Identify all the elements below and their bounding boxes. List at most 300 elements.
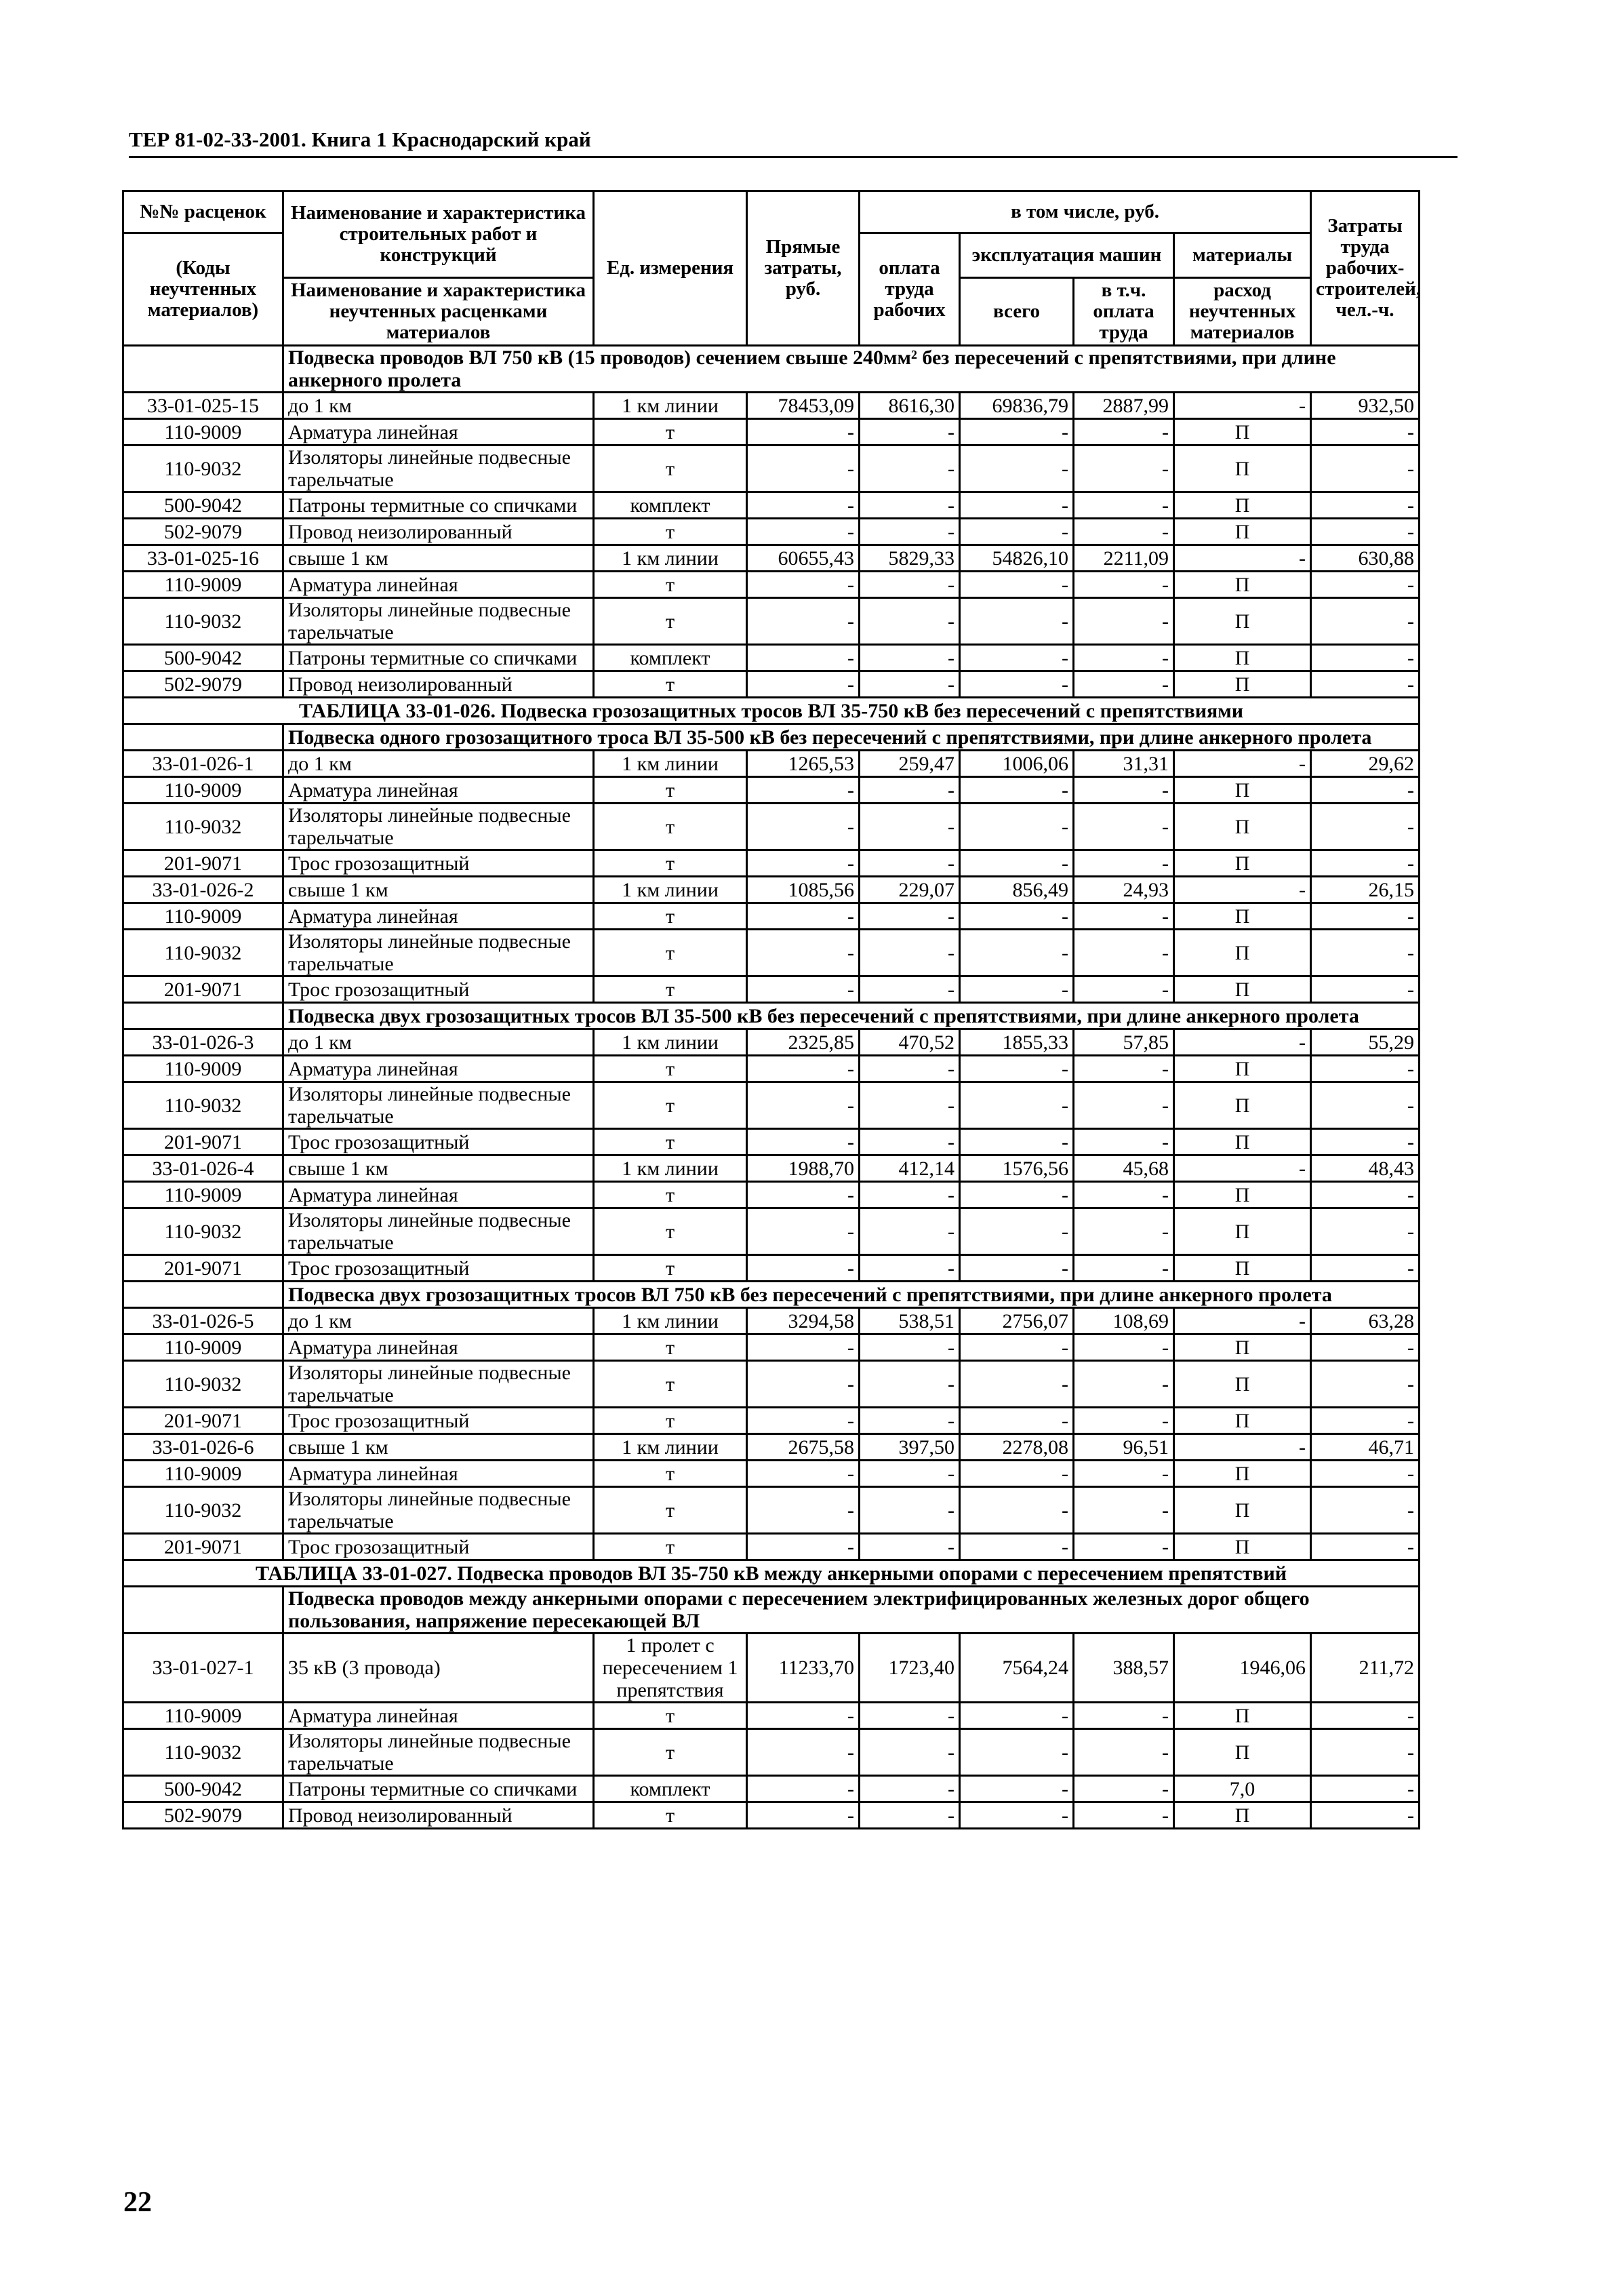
- material-row: [123, 804, 1420, 850]
- rate-row: [123, 545, 1420, 572]
- col-name-sub-header: Наименование и характеристика неучтенных расценками материалов: [283, 278, 594, 346]
- rate-row: [123, 1029, 1420, 1056]
- unit-cell: 1 км линии: [594, 1308, 747, 1334]
- machine-cost-dash: -: [960, 645, 1074, 671]
- unit-cell: т: [594, 446, 747, 492]
- machine-wage-cost-dash: -: [1074, 645, 1174, 671]
- labor-cost-dash: -: [1311, 804, 1420, 850]
- section-row: [123, 1587, 1420, 1634]
- unit-cell: т: [594, 1461, 747, 1487]
- rate-code: 33-01-026-5: [123, 1308, 283, 1334]
- material-consumption: П: [1174, 1361, 1311, 1408]
- machine-wage-cost-dash: -: [1074, 1361, 1174, 1408]
- machine-wage-cost-dash: -: [1074, 1461, 1174, 1487]
- material-code: 110-9032: [123, 446, 283, 492]
- material-consumption: П: [1174, 930, 1311, 976]
- table-title: ТАБЛИЦА 33-01-026. Подвеска грозозащитных тросов ВЛ 35-750 кВ без пересечений с препятствиями: [123, 698, 1420, 724]
- machine-cost-dash: -: [960, 976, 1074, 1003]
- wage-cost: 538,51: [860, 1308, 960, 1334]
- wage-cost-dash: -: [860, 492, 960, 519]
- material-code: 201-9071: [123, 850, 283, 877]
- col-mat-header: материалы: [1174, 233, 1311, 278]
- wage-cost-dash: -: [860, 804, 960, 850]
- wage-cost: 259,47: [860, 751, 960, 777]
- rate-code: 33-01-026-3: [123, 1029, 283, 1056]
- rate-row: [123, 877, 1420, 903]
- wage-cost-dash: -: [860, 930, 960, 976]
- material-row: [123, 976, 1420, 1003]
- material-consumption: П: [1174, 492, 1311, 519]
- material-code: 500-9042: [123, 492, 283, 519]
- material-name: Изоляторы линейные подвесные тарельчатые: [283, 930, 594, 976]
- wage-cost-dash: -: [860, 572, 960, 598]
- material-consumption: П: [1174, 1056, 1311, 1082]
- machine-cost: 1855,33: [960, 1029, 1074, 1056]
- direct-cost: 78453,09: [747, 393, 860, 419]
- material-code: 110-9032: [123, 804, 283, 850]
- machine-cost: 856,49: [960, 877, 1074, 903]
- machine-cost-dash: -: [960, 1082, 1074, 1129]
- labor-cost-dash: -: [1311, 930, 1420, 976]
- labor-cost: 29,62: [1311, 751, 1420, 777]
- material-consumption: П: [1174, 1208, 1311, 1255]
- machine-cost-dash: -: [960, 850, 1074, 877]
- direct-cost-dash: -: [747, 671, 860, 698]
- material-row: [123, 1129, 1420, 1155]
- machine-wage-cost-dash: -: [1074, 1703, 1174, 1729]
- direct-cost-dash: -: [747, 804, 860, 850]
- machine-cost-dash: -: [960, 1729, 1074, 1776]
- wage-cost-dash: -: [860, 1361, 960, 1408]
- material-name: Трос грозозащитный: [283, 1408, 594, 1434]
- col-incl-header: в том числе, руб.: [860, 191, 1311, 233]
- labor-cost-dash: -: [1311, 519, 1420, 545]
- unit-cell: т: [594, 1703, 747, 1729]
- material-name: Арматура линейная: [283, 572, 594, 598]
- rate-row: [123, 393, 1420, 419]
- machine-wage-cost-dash: -: [1074, 1802, 1174, 1829]
- material-name: Арматура линейная: [283, 1182, 594, 1208]
- machine-wage-cost-dash: -: [1074, 1729, 1174, 1776]
- labor-cost-dash: -: [1311, 1208, 1420, 1255]
- labor-cost-dash: -: [1311, 1182, 1420, 1208]
- direct-cost-dash: -: [747, 777, 860, 804]
- unit-cell: т: [594, 419, 747, 446]
- direct-cost: 1988,70: [747, 1155, 860, 1182]
- machine-wage-cost: 45,68: [1074, 1155, 1174, 1182]
- machine-wage-cost-dash: -: [1074, 1082, 1174, 1129]
- direct-cost-dash: -: [747, 1255, 860, 1282]
- direct-cost-dash: -: [747, 419, 860, 446]
- wage-cost-dash: -: [860, 1729, 960, 1776]
- material-code: 110-9032: [123, 1487, 283, 1534]
- material-consumption: П: [1174, 1461, 1311, 1487]
- machine-cost-dash: -: [960, 1361, 1074, 1408]
- wage-cost-dash: -: [860, 1802, 960, 1829]
- material-code: 502-9079: [123, 671, 283, 698]
- labor-cost-dash: -: [1311, 1129, 1420, 1155]
- material-name: Провод неизолированный: [283, 671, 594, 698]
- wage-cost-dash: -: [860, 777, 960, 804]
- labor-cost: 26,15: [1311, 877, 1420, 903]
- machine-wage-cost-dash: -: [1074, 850, 1174, 877]
- material-consumption: П: [1174, 1082, 1311, 1129]
- material-name: Изоляторы линейные подвесные тарельчатые: [283, 446, 594, 492]
- material-cost: -: [1174, 545, 1311, 572]
- wage-cost-dash: -: [860, 1487, 960, 1534]
- direct-cost-dash: -: [747, 976, 860, 1003]
- material-consumption: П: [1174, 671, 1311, 698]
- wage-cost-dash: -: [860, 419, 960, 446]
- direct-cost: 1265,53: [747, 751, 860, 777]
- machine-cost: 69836,79: [960, 393, 1074, 419]
- material-code: 110-9009: [123, 1182, 283, 1208]
- empty-cell: [123, 1587, 283, 1634]
- wage-cost-dash: -: [860, 645, 960, 671]
- direct-cost-dash: -: [747, 1208, 860, 1255]
- unit-cell: комплект: [594, 492, 747, 519]
- machine-wage-cost: 2887,99: [1074, 393, 1174, 419]
- material-code: 110-9009: [123, 1334, 283, 1361]
- col-mach-total-header: всего: [960, 278, 1074, 346]
- material-code: 110-9032: [123, 598, 283, 645]
- material-row: [123, 492, 1420, 519]
- unit-cell: т: [594, 1802, 747, 1829]
- material-name: Арматура линейная: [283, 1461, 594, 1487]
- material-consumption: П: [1174, 645, 1311, 671]
- labor-cost-dash: -: [1311, 598, 1420, 645]
- work-name: свыше 1 км: [283, 1434, 594, 1461]
- material-consumption: П: [1174, 1802, 1311, 1829]
- direct-cost-dash: -: [747, 1056, 860, 1082]
- material-row: [123, 930, 1420, 976]
- wage-cost-dash: -: [860, 1208, 960, 1255]
- wage-cost-dash: -: [860, 1182, 960, 1208]
- material-consumption: П: [1174, 804, 1311, 850]
- machine-wage-cost-dash: -: [1074, 598, 1174, 645]
- direct-cost-dash: -: [747, 598, 860, 645]
- unit-cell: т: [594, 598, 747, 645]
- material-consumption: П: [1174, 777, 1311, 804]
- unit-cell: комплект: [594, 645, 747, 671]
- section-row: [123, 724, 1420, 751]
- machine-wage-cost-dash: -: [1074, 1208, 1174, 1255]
- wage-cost-dash: -: [860, 598, 960, 645]
- wage-cost-dash: -: [860, 1129, 960, 1155]
- material-name: Изоляторы линейные подвесные тарельчатые: [283, 1208, 594, 1255]
- labor-cost: 46,71: [1311, 1434, 1420, 1461]
- material-name: Изоляторы линейные подвесные тарельчатые: [283, 1361, 594, 1408]
- material-name: Трос грозозащитный: [283, 850, 594, 877]
- section-title: Подвеска одного грозозащитного троса ВЛ 35-500 кВ без пересечений с препятствиями, при длине анкерного пролета: [283, 724, 1420, 751]
- material-name: Арматура линейная: [283, 419, 594, 446]
- machine-cost-dash: -: [960, 419, 1074, 446]
- unit-cell: т: [594, 777, 747, 804]
- labor-cost-dash: -: [1311, 572, 1420, 598]
- material-row: [123, 1703, 1420, 1729]
- unit-cell: т: [594, 1082, 747, 1129]
- labor-cost-dash: -: [1311, 1334, 1420, 1361]
- material-consumption: П: [1174, 519, 1311, 545]
- work-name: свыше 1 км: [283, 877, 594, 903]
- material-code: 110-9032: [123, 1729, 283, 1776]
- labor-cost: 55,29: [1311, 1029, 1420, 1056]
- material-consumption: 7,0: [1174, 1776, 1311, 1802]
- wage-cost: 8616,30: [860, 393, 960, 419]
- rate-row: [123, 1155, 1420, 1182]
- section-row: [123, 346, 1420, 393]
- material-code: 502-9079: [123, 519, 283, 545]
- labor-cost: 211,72: [1311, 1634, 1420, 1703]
- wage-cost-dash: -: [860, 446, 960, 492]
- labor-cost: 932,50: [1311, 393, 1420, 419]
- col-unit-header: Ед. измерения: [594, 191, 747, 346]
- material-consumption: П: [1174, 1129, 1311, 1155]
- direct-cost: 60655,43: [747, 545, 860, 572]
- wage-cost-dash: -: [860, 1255, 960, 1282]
- labor-cost-dash: -: [1311, 419, 1420, 446]
- material-row: [123, 1776, 1420, 1802]
- rate-code: 33-01-026-2: [123, 877, 283, 903]
- machine-cost-dash: -: [960, 930, 1074, 976]
- material-code: 110-9009: [123, 1056, 283, 1082]
- unit-cell: т: [594, 1334, 747, 1361]
- wage-cost-dash: -: [860, 1776, 960, 1802]
- material-name: Изоляторы линейные подвесные тарельчатые: [283, 1082, 594, 1129]
- material-code: 110-9032: [123, 1208, 283, 1255]
- material-name: Патроны термитные со спичками: [283, 492, 594, 519]
- rate-code: 33-01-026-4: [123, 1155, 283, 1182]
- direct-cost-dash: -: [747, 1082, 860, 1129]
- machine-wage-cost: 2211,09: [1074, 545, 1174, 572]
- direct-cost-dash: -: [747, 1408, 860, 1434]
- unit-cell: т: [594, 1361, 747, 1408]
- machine-cost-dash: -: [960, 1182, 1074, 1208]
- unit-cell: т: [594, 1729, 747, 1776]
- unit-cell: т: [594, 1129, 747, 1155]
- material-code: 500-9042: [123, 645, 283, 671]
- wage-cost-dash: -: [860, 1534, 960, 1560]
- direct-cost-dash: -: [747, 1361, 860, 1408]
- rate-code: 33-01-025-16: [123, 545, 283, 572]
- wage-cost: 1723,40: [860, 1634, 960, 1703]
- machine-cost: 2278,08: [960, 1434, 1074, 1461]
- material-code: 110-9032: [123, 930, 283, 976]
- material-consumption: П: [1174, 850, 1311, 877]
- material-name: Провод неизолированный: [283, 1802, 594, 1829]
- labor-cost-dash: -: [1311, 976, 1420, 1003]
- labor-cost-dash: -: [1311, 903, 1420, 930]
- direct-cost-dash: -: [747, 645, 860, 671]
- labor-cost-dash: -: [1311, 1461, 1420, 1487]
- machine-cost-dash: -: [960, 598, 1074, 645]
- material-row: [123, 519, 1420, 545]
- machine-wage-cost-dash: -: [1074, 976, 1174, 1003]
- work-name: до 1 км: [283, 1308, 594, 1334]
- unit-cell: т: [594, 1208, 747, 1255]
- wage-cost: 397,50: [860, 1434, 960, 1461]
- material-name: Трос грозозащитный: [283, 976, 594, 1003]
- labor-cost-dash: -: [1311, 777, 1420, 804]
- material-name: Арматура линейная: [283, 1703, 594, 1729]
- material-consumption: П: [1174, 1487, 1311, 1534]
- machine-wage-cost-dash: -: [1074, 804, 1174, 850]
- table-title: ТАБЛИЦА 33-01-027. Подвеска проводов ВЛ 35-750 кВ между анкерными опорами с пересечением препятствий: [123, 1560, 1420, 1587]
- labor-cost-dash: -: [1311, 1703, 1420, 1729]
- material-consumption: П: [1174, 598, 1311, 645]
- material-consumption: П: [1174, 1534, 1311, 1560]
- machine-wage-cost-dash: -: [1074, 519, 1174, 545]
- unit-cell: т: [594, 519, 747, 545]
- machine-cost: 7564,24: [960, 1634, 1074, 1703]
- material-cost: -: [1174, 393, 1311, 419]
- unit-cell: т: [594, 850, 747, 877]
- material-name: Изоляторы линейные подвесные тарельчатые: [283, 1729, 594, 1776]
- material-code: 201-9071: [123, 976, 283, 1003]
- machine-wage-cost-dash: -: [1074, 930, 1174, 976]
- wage-cost-dash: -: [860, 519, 960, 545]
- machine-cost-dash: -: [960, 1534, 1074, 1560]
- direct-cost-dash: -: [747, 1129, 860, 1155]
- material-row: [123, 419, 1420, 446]
- material-name: Трос грозозащитный: [283, 1255, 594, 1282]
- material-row: [123, 1534, 1420, 1560]
- material-cost: -: [1174, 1155, 1311, 1182]
- machine-cost-dash: -: [960, 903, 1074, 930]
- labor-cost: 48,43: [1311, 1155, 1420, 1182]
- machine-cost: 1006,06: [960, 751, 1074, 777]
- machine-wage-cost: 24,93: [1074, 877, 1174, 903]
- machine-wage-cost-dash: -: [1074, 419, 1174, 446]
- direct-cost-dash: -: [747, 1487, 860, 1534]
- unit-cell: 1 км линии: [594, 393, 747, 419]
- direct-cost: 1085,56: [747, 877, 860, 903]
- price-table: [122, 190, 1420, 1829]
- table-body: [123, 346, 1420, 1829]
- labor-cost-dash: -: [1311, 645, 1420, 671]
- wage-cost-dash: -: [860, 671, 960, 698]
- labor-cost-dash: -: [1311, 1082, 1420, 1129]
- rate-code: 33-01-026-6: [123, 1434, 283, 1461]
- material-code: 500-9042: [123, 1776, 283, 1802]
- machine-cost-dash: -: [960, 1208, 1074, 1255]
- unit-cell: 1 км линии: [594, 1434, 747, 1461]
- labor-cost-dash: -: [1311, 671, 1420, 698]
- material-code: 201-9071: [123, 1255, 283, 1282]
- material-consumption: П: [1174, 976, 1311, 1003]
- section-title: Подвеска проводов между анкерными опорами с пересечением электрифицированных железных дорог общего пользования, напряжение пересекающей ВЛ: [283, 1587, 1420, 1634]
- material-cost: -: [1174, 751, 1311, 777]
- material-name: Арматура линейная: [283, 1334, 594, 1361]
- direct-cost-dash: -: [747, 1776, 860, 1802]
- machine-cost-dash: -: [960, 492, 1074, 519]
- machine-cost-dash: -: [960, 572, 1074, 598]
- table-header: [123, 191, 1420, 346]
- material-consumption: П: [1174, 446, 1311, 492]
- material-row: [123, 1802, 1420, 1829]
- direct-cost-dash: -: [747, 1729, 860, 1776]
- material-cost: 1946,06: [1174, 1634, 1311, 1703]
- machine-cost-dash: -: [960, 1802, 1074, 1829]
- rate-code: 33-01-027-1: [123, 1634, 283, 1703]
- rate-row: [123, 1434, 1420, 1461]
- material-cost: -: [1174, 1029, 1311, 1056]
- material-row: [123, 1182, 1420, 1208]
- col-mach-wage-header: в т.ч. оплата труда: [1074, 278, 1174, 346]
- material-consumption: П: [1174, 1703, 1311, 1729]
- machine-wage-cost-dash: -: [1074, 1408, 1174, 1434]
- machine-wage-cost-dash: -: [1074, 492, 1174, 519]
- empty-cell: [123, 346, 283, 393]
- section-row: [123, 1282, 1420, 1308]
- material-code: 110-9009: [123, 419, 283, 446]
- wage-cost-dash: -: [860, 1408, 960, 1434]
- unit-cell: комплект: [594, 1776, 747, 1802]
- machine-cost-dash: -: [960, 1255, 1074, 1282]
- material-name: Арматура линейная: [283, 1056, 594, 1082]
- material-row: [123, 1334, 1420, 1361]
- material-name: Изоляторы линейные подвесные тарельчатые: [283, 598, 594, 645]
- material-row: [123, 1408, 1420, 1434]
- material-row: [123, 671, 1420, 698]
- labor-cost-dash: -: [1311, 1408, 1420, 1434]
- machine-cost: 54826,10: [960, 545, 1074, 572]
- empty-cell: [123, 1003, 283, 1029]
- labor-cost-dash: -: [1311, 1776, 1420, 1802]
- machine-wage-cost: 108,69: [1074, 1308, 1174, 1334]
- unit-cell: т: [594, 572, 747, 598]
- machine-wage-cost-dash: -: [1074, 1056, 1174, 1082]
- labor-cost: 630,88: [1311, 545, 1420, 572]
- material-row: [123, 572, 1420, 598]
- work-name: свыше 1 км: [283, 545, 594, 572]
- rate-row: [123, 1308, 1420, 1334]
- machine-cost-dash: -: [960, 1408, 1074, 1434]
- wage-cost-dash: -: [860, 903, 960, 930]
- unit-cell: 1 км линии: [594, 751, 747, 777]
- material-consumption: П: [1174, 1334, 1311, 1361]
- unit-cell: т: [594, 930, 747, 976]
- machine-cost-dash: -: [960, 1703, 1074, 1729]
- machine-wage-cost-dash: -: [1074, 1334, 1174, 1361]
- machine-wage-cost-dash: -: [1074, 777, 1174, 804]
- col-labor-header: Затраты труда рабочих-строителей, чел.-ч.: [1311, 191, 1420, 346]
- unit-cell: 1 км линии: [594, 877, 747, 903]
- material-row: [123, 903, 1420, 930]
- material-code: 201-9071: [123, 1408, 283, 1434]
- material-consumption: П: [1174, 572, 1311, 598]
- material-consumption: П: [1174, 1182, 1311, 1208]
- machine-wage-cost: 57,85: [1074, 1029, 1174, 1056]
- wage-cost-dash: -: [860, 976, 960, 1003]
- machine-cost-dash: -: [960, 1334, 1074, 1361]
- unit-cell: т: [594, 1408, 747, 1434]
- machine-wage-cost-dash: -: [1074, 1129, 1174, 1155]
- material-code: 201-9071: [123, 1129, 283, 1155]
- machine-cost-dash: -: [960, 804, 1074, 850]
- material-code: 110-9009: [123, 777, 283, 804]
- direct-cost-dash: -: [747, 1461, 860, 1487]
- col-mach-header: эксплуатация машин: [960, 233, 1174, 278]
- unit-cell: т: [594, 804, 747, 850]
- unit-cell: 1 км линии: [594, 545, 747, 572]
- direct-cost-dash: -: [747, 1802, 860, 1829]
- material-cost: -: [1174, 1434, 1311, 1461]
- machine-wage-cost: 31,31: [1074, 751, 1174, 777]
- material-name: Трос грозозащитный: [283, 1534, 594, 1560]
- rate-row: [123, 1634, 1420, 1703]
- machine-wage-cost-dash: -: [1074, 1534, 1174, 1560]
